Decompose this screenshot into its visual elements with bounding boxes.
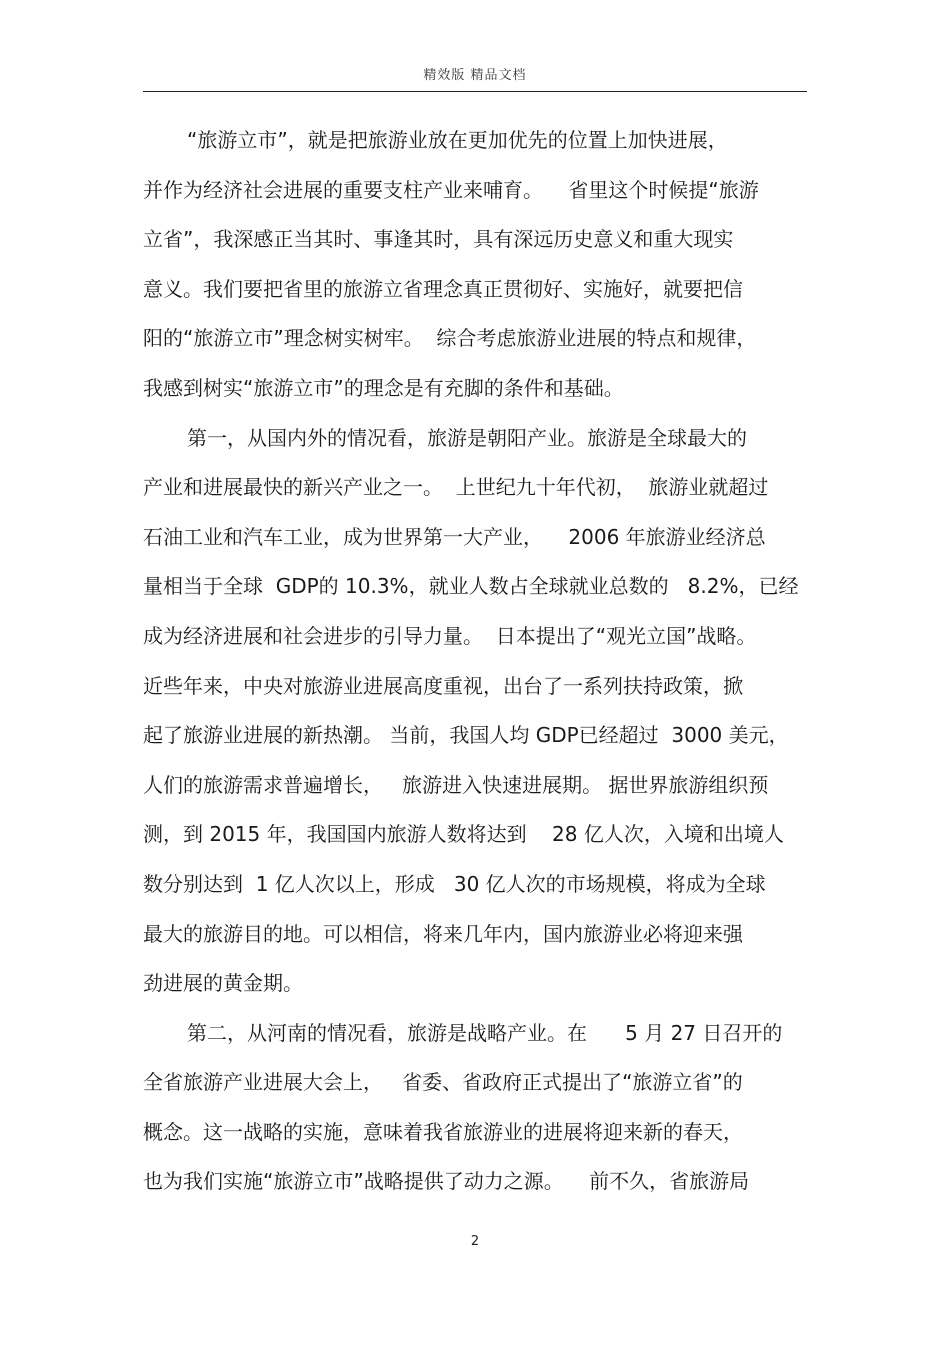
text-line: 数分别达到 1 亿人次以上，形成 30 亿人次的市场规模，将成为全球 <box>143 871 766 896</box>
text-line: 第一，从国内外的情况看，旅游是朝阳产业。旅游是全球最大的 <box>187 425 747 450</box>
text-line: 全省旅游产业进展大会上， 省委、省政府正式提出了“旅游立省”的 <box>143 1070 743 1095</box>
text-line: 第二，从河南的情况看，旅游是战略产业。在 5 月 27 日召开的 <box>187 1020 783 1045</box>
text-line: 意义。我们要把省里的旅游立省理念真正贯彻好、实施好，就要把信 <box>143 276 743 301</box>
paragraph-2 <box>143 414 807 1009</box>
page-header: 精效版 精品文档 <box>423 68 527 83</box>
text-line: 概念。这一战略的实施，意味着我省旅游业的进展将迎来新的春天， <box>143 1119 743 1144</box>
text-line: 测，到 2015 年，我国国内旅游人数将达到 28 亿人次，入境和出境人 <box>143 822 784 847</box>
text-line: 石油工业和汽车工业，成为世界第一大产业， 2006 年旅游业经济总 <box>143 524 766 549</box>
text-line: 最大的旅游目的地。可以相信，将来几年内，国内旅游业必将迎来强 <box>143 921 743 946</box>
text-line: 劲进展的黄金期。 <box>143 971 303 996</box>
text-line: 我感到树实“旅游立市”的理念是有充脚的条件和基础。 <box>143 375 624 400</box>
text-line: “旅游立市”，就是把旅游业放在更加优先的位置上加快进展， <box>187 128 728 152</box>
header-divider <box>143 91 807 92</box>
text-line: 立省”，我深感正当其时、事逢其时，具有深远历史意义和重大现实 <box>143 227 734 252</box>
text-line: 成为经济进展和社会进步的引导力量。 日本提出了“观光立国”战略。 <box>143 623 757 648</box>
text-line: 也为我们实施“旅游立市”战略提供了动力之源。 前不久，省旅游局 <box>143 1169 750 1194</box>
text-line: 起了旅游业进展的新热潮。 当前，我国人均 GDP已经超过 3000 美元， <box>143 723 789 748</box>
text-line: 阳的“旅游立市”理念树实树牢。 综合考虑旅游业进展的特点和规律， <box>143 326 757 351</box>
text-line: 量相当于全球 GDP的 10.3%，就业人数占全球就业总数的 8.2%，已经 <box>143 574 799 599</box>
paragraph-3 <box>143 1009 807 1207</box>
paragraph-1 <box>143 116 807 414</box>
text-line: 近些年来，中央对旅游业进展高度重视，出台了一系列扶持政策，掀 <box>143 673 743 698</box>
text-line: 人们的旅游需求普遍增长， 旅游进入快速进展期。 据世界旅游组织预 <box>143 772 769 797</box>
text-line: 产业和进展最快的新兴产业之一。 上世纪九十年代初， 旅游业就超过 <box>143 475 769 500</box>
document-body <box>143 116 807 1207</box>
page-number: 2 <box>470 1234 480 1249</box>
text-line: 并作为经济社会进展的重要支柱产业来哺育。 省里这个时候提“旅游 <box>143 177 759 202</box>
